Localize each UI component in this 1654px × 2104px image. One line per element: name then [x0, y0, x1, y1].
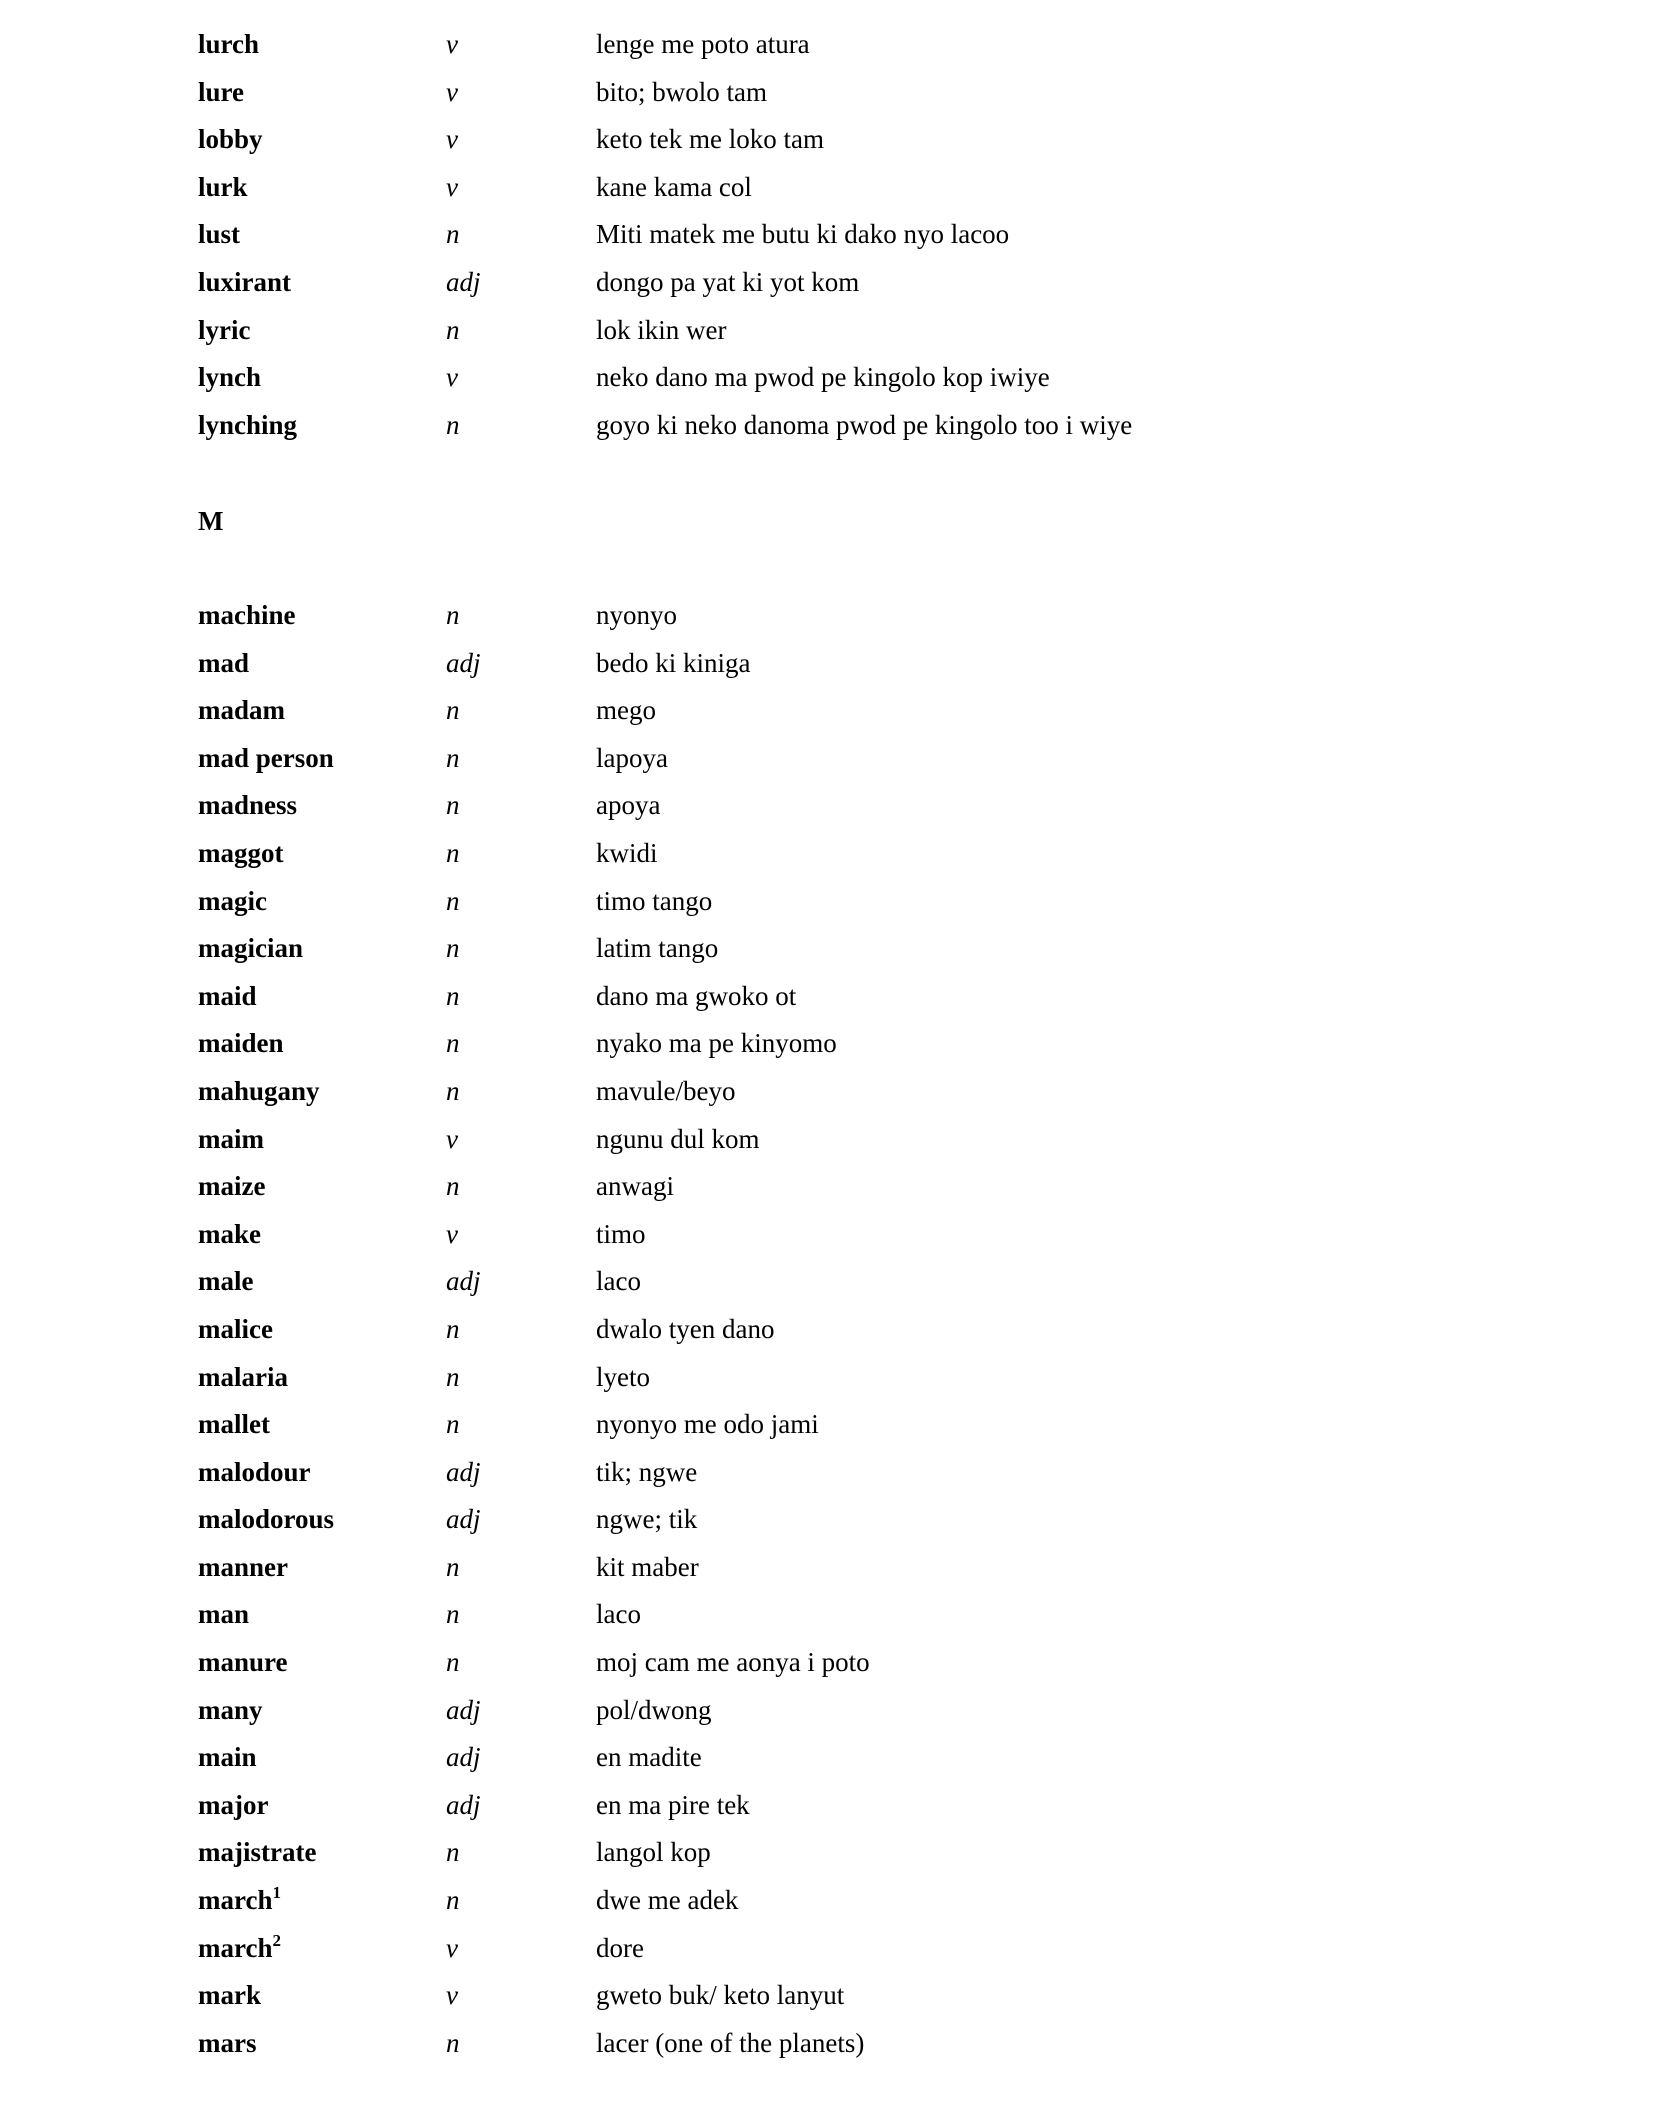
headword-text: magician [198, 933, 303, 964]
dictionary-entry [198, 1782, 1498, 1830]
headword-text: mahugany [198, 1075, 320, 1106]
headword-text: man [198, 1599, 250, 1630]
part-of-speech: n [446, 1075, 460, 1106]
definition: timo tango [596, 885, 713, 916]
headword-text: lynch [198, 362, 262, 393]
definition: dano ma gwoko ot [596, 980, 797, 1011]
dictionary-entry [198, 592, 1498, 640]
definition: keto tek me loko tam [596, 124, 824, 155]
definition: en madite [596, 1742, 702, 1773]
headword-text: march [198, 1932, 273, 1963]
definition: lenge me poto atura [596, 29, 810, 59]
dictionary-entry [198, 1639, 1498, 1687]
headword-text: manner [198, 1551, 288, 1582]
dictionary-entry [198, 782, 1498, 830]
dictionary-entry [198, 1306, 1498, 1354]
headword [198, 782, 297, 830]
headword [198, 830, 283, 878]
part-of-speech: n [446, 790, 460, 821]
dictionary-entry [198, 1163, 1498, 1211]
headword-text: maim [198, 1123, 264, 1154]
dictionary-entry [198, 259, 1498, 307]
part-of-speech: adj [446, 1266, 481, 1297]
dictionary-entry [198, 116, 1498, 164]
headword [198, 1401, 270, 1449]
part-of-speech: n [446, 980, 460, 1011]
definition: laco [596, 1599, 641, 1630]
definition: bedo ki kiniga [596, 647, 751, 678]
part-of-speech: adj [446, 647, 481, 678]
dictionary-entry [198, 2020, 1498, 2068]
definition: pol/dwong [596, 1694, 712, 1725]
headword-text: malodorous [198, 1504, 335, 1535]
dictionary-entry [198, 354, 1498, 402]
headword [198, 1925, 281, 1973]
part-of-speech: v [446, 1980, 458, 2011]
definition: dwe me adek [596, 1885, 739, 1916]
part-of-speech: n [446, 837, 460, 868]
headword-text: magic [198, 885, 267, 916]
definition: nyonyo me odo jami [596, 1409, 819, 1440]
definition: apoya [596, 790, 661, 821]
dictionary-entry [198, 1401, 1498, 1449]
headword-text: lurch [198, 29, 260, 59]
entries-l-section [198, 21, 1498, 449]
headword [198, 1591, 249, 1639]
part-of-speech: n [446, 695, 460, 726]
part-of-speech: n [446, 1551, 460, 1582]
dictionary-entry [198, 1734, 1498, 1782]
dictionary-entry [198, 211, 1498, 259]
definition: gweto buk/ keto lanyut [596, 1980, 845, 2011]
dictionary-entry [198, 1020, 1498, 1068]
definition: lacer (one of the planets) [596, 2027, 865, 2058]
headword-text: main [198, 1742, 257, 1773]
headword [198, 2020, 256, 2068]
headword [198, 592, 296, 640]
dictionary-entry [198, 925, 1498, 973]
dictionary-entry [198, 1972, 1498, 2020]
part-of-speech: adj [446, 1789, 481, 1820]
definition: mavule/beyo [596, 1075, 736, 1106]
definition: langol kop [596, 1837, 711, 1868]
dictionary-entry [198, 69, 1498, 117]
definition: lyeto [596, 1361, 650, 1392]
headword [198, 1829, 316, 1877]
dictionary-entry [198, 1591, 1498, 1639]
dictionary-entry [198, 973, 1498, 1021]
definition: nyonyo [596, 600, 677, 630]
dictionary-entry [198, 878, 1498, 926]
definition: nyako ma pe kinyomo [596, 1028, 837, 1059]
headword [198, 402, 297, 450]
headword-text: malaria [198, 1361, 288, 1392]
dictionary-entry [198, 830, 1498, 878]
part-of-speech: v [446, 124, 458, 155]
definition: latim tango [596, 933, 719, 964]
dictionary-entry [198, 164, 1498, 212]
part-of-speech: adj [446, 1456, 481, 1487]
headword-text: malodour [198, 1456, 311, 1487]
part-of-speech: v [446, 171, 458, 202]
part-of-speech: adj [446, 1504, 481, 1535]
part-of-speech: adj [446, 1694, 481, 1725]
headword [198, 69, 244, 117]
headword-text: maid [198, 980, 257, 1011]
headword [198, 1687, 263, 1735]
definition: moj cam me aonya i poto [596, 1647, 870, 1678]
headword-text: lust [198, 219, 241, 250]
headword-text: make [198, 1218, 261, 1249]
headword-text: mad [198, 647, 250, 678]
part-of-speech: n [446, 1885, 460, 1916]
headword [198, 354, 261, 402]
headword [198, 1306, 273, 1354]
headword [198, 21, 259, 69]
headword-text: major [198, 1789, 269, 1820]
dictionary-entry [198, 1116, 1498, 1164]
dictionary-entry [198, 735, 1498, 783]
section-heading-m: M [198, 506, 224, 536]
headword [198, 1354, 288, 1402]
part-of-speech: n [446, 1409, 460, 1440]
headword [198, 1068, 320, 1116]
headword-text: manure [198, 1647, 288, 1678]
headword [198, 640, 249, 688]
headword-text: madam [198, 695, 285, 726]
headword [198, 116, 263, 164]
part-of-speech: n [446, 1647, 460, 1678]
headword-text: maggot [198, 837, 284, 868]
dictionary-entry [198, 1211, 1498, 1259]
dictionary-entry [198, 1449, 1498, 1497]
headword [198, 307, 250, 355]
part-of-speech: v [446, 1218, 458, 1249]
dictionary-entry [198, 1068, 1498, 1116]
headword [198, 259, 291, 307]
dictionary-entry [198, 687, 1498, 735]
definition: lapoya [596, 742, 668, 773]
headword [198, 973, 257, 1021]
homonym-number: 1 [272, 1883, 281, 1903]
part-of-speech: n [446, 1171, 460, 1202]
entries-m-section [198, 592, 1498, 2067]
part-of-speech: n [446, 409, 460, 440]
part-of-speech: adj [446, 1742, 481, 1773]
part-of-speech: n [446, 1599, 460, 1630]
dictionary-entry [198, 1354, 1498, 1402]
part-of-speech: n [446, 1837, 460, 1868]
headword-text: machine [198, 600, 296, 630]
headword-text: malice [198, 1313, 273, 1344]
headword [198, 735, 334, 783]
headword-text: many [198, 1694, 263, 1725]
dictionary-entry [198, 1258, 1498, 1306]
definition: kit maber [596, 1551, 699, 1582]
definition: tik; ngwe [596, 1456, 698, 1487]
definition: kwidi [596, 837, 658, 868]
headword [198, 1020, 284, 1068]
part-of-speech: adj [446, 266, 481, 297]
headword [198, 1544, 288, 1592]
headword-text: majistrate [198, 1837, 317, 1868]
headword [198, 1449, 311, 1497]
part-of-speech: v [446, 1123, 458, 1154]
part-of-speech: n [446, 219, 460, 250]
part-of-speech: n [446, 1028, 460, 1059]
part-of-speech: n [446, 1313, 460, 1344]
dictionary-entry [198, 1496, 1498, 1544]
headword [198, 211, 240, 259]
definition: anwagi [596, 1171, 674, 1202]
definition: Miti matek me butu ki dako nyo lacoo [596, 219, 1010, 250]
headword-text: lurk [198, 171, 248, 202]
headword [198, 1877, 281, 1925]
dictionary-entry [198, 1544, 1498, 1592]
part-of-speech: n [446, 600, 460, 630]
definition: neko dano ma pwod pe kingolo kop iwiye [596, 362, 1050, 393]
dictionary-entry [198, 402, 1498, 450]
headword-text: mars [198, 2027, 257, 2058]
headword [198, 1211, 261, 1259]
headword-text: male [198, 1266, 254, 1297]
dictionary-entry [198, 1877, 1498, 1925]
headword [198, 1163, 265, 1211]
part-of-speech: n [446, 314, 460, 345]
headword-text: maize [198, 1171, 266, 1202]
headword [198, 1116, 264, 1164]
definition: bito; bwolo tam [596, 76, 767, 107]
headword-text: maiden [198, 1028, 284, 1059]
part-of-speech: n [446, 933, 460, 964]
definition: ngwe; tik [596, 1504, 698, 1535]
headword [198, 1972, 261, 2020]
dictionary-entry [198, 307, 1498, 355]
part-of-speech: v [446, 29, 458, 59]
part-of-speech: v [446, 1932, 458, 1963]
definition: ngunu dul kom [596, 1123, 760, 1154]
headword [198, 1782, 268, 1830]
headword [198, 925, 303, 973]
headword-text: lyric [198, 314, 251, 345]
headword-text: lobby [198, 124, 263, 155]
headword-text: mallet [198, 1409, 270, 1440]
definition: dongo pa yat ki yot kom [596, 266, 860, 297]
headword [198, 1639, 288, 1687]
part-of-speech: n [446, 742, 460, 773]
part-of-speech: n [446, 2027, 460, 2058]
headword [198, 878, 267, 926]
headword [198, 1496, 334, 1544]
definition: goyo ki neko danoma pwod pe kingolo too i wiye [596, 409, 1133, 440]
headword-text: luxirant [198, 266, 292, 297]
headword [198, 1258, 253, 1306]
dictionary-entry [198, 1925, 1498, 1973]
definition: en ma pire tek [596, 1789, 750, 1820]
definition: dore [596, 1932, 644, 1963]
definition: kane kama col [596, 171, 752, 202]
definition: mego [596, 695, 656, 726]
definition: dwalo tyen dano [596, 1313, 775, 1344]
headword-text: lure [198, 76, 244, 107]
dictionary-entry [198, 21, 1498, 69]
dictionary-entry [198, 1829, 1498, 1877]
definition: timo [596, 1218, 646, 1249]
part-of-speech: v [446, 76, 458, 107]
headword [198, 1734, 257, 1782]
dictionary-entry [198, 1687, 1498, 1735]
headword-text: march [198, 1885, 273, 1916]
part-of-speech: v [446, 362, 458, 393]
headword-text: mad person [198, 742, 334, 773]
headword-text: lynching [198, 409, 298, 440]
headword [198, 687, 285, 735]
part-of-speech: n [446, 885, 460, 916]
definition: laco [596, 1266, 641, 1297]
part-of-speech: n [446, 1361, 460, 1392]
definition: lok ikin wer [596, 314, 727, 345]
headword [198, 164, 248, 212]
homonym-number: 2 [272, 1930, 281, 1950]
headword-text: mark [198, 1980, 261, 2011]
dictionary-entry [198, 640, 1498, 688]
headword-text: madness [198, 790, 298, 821]
